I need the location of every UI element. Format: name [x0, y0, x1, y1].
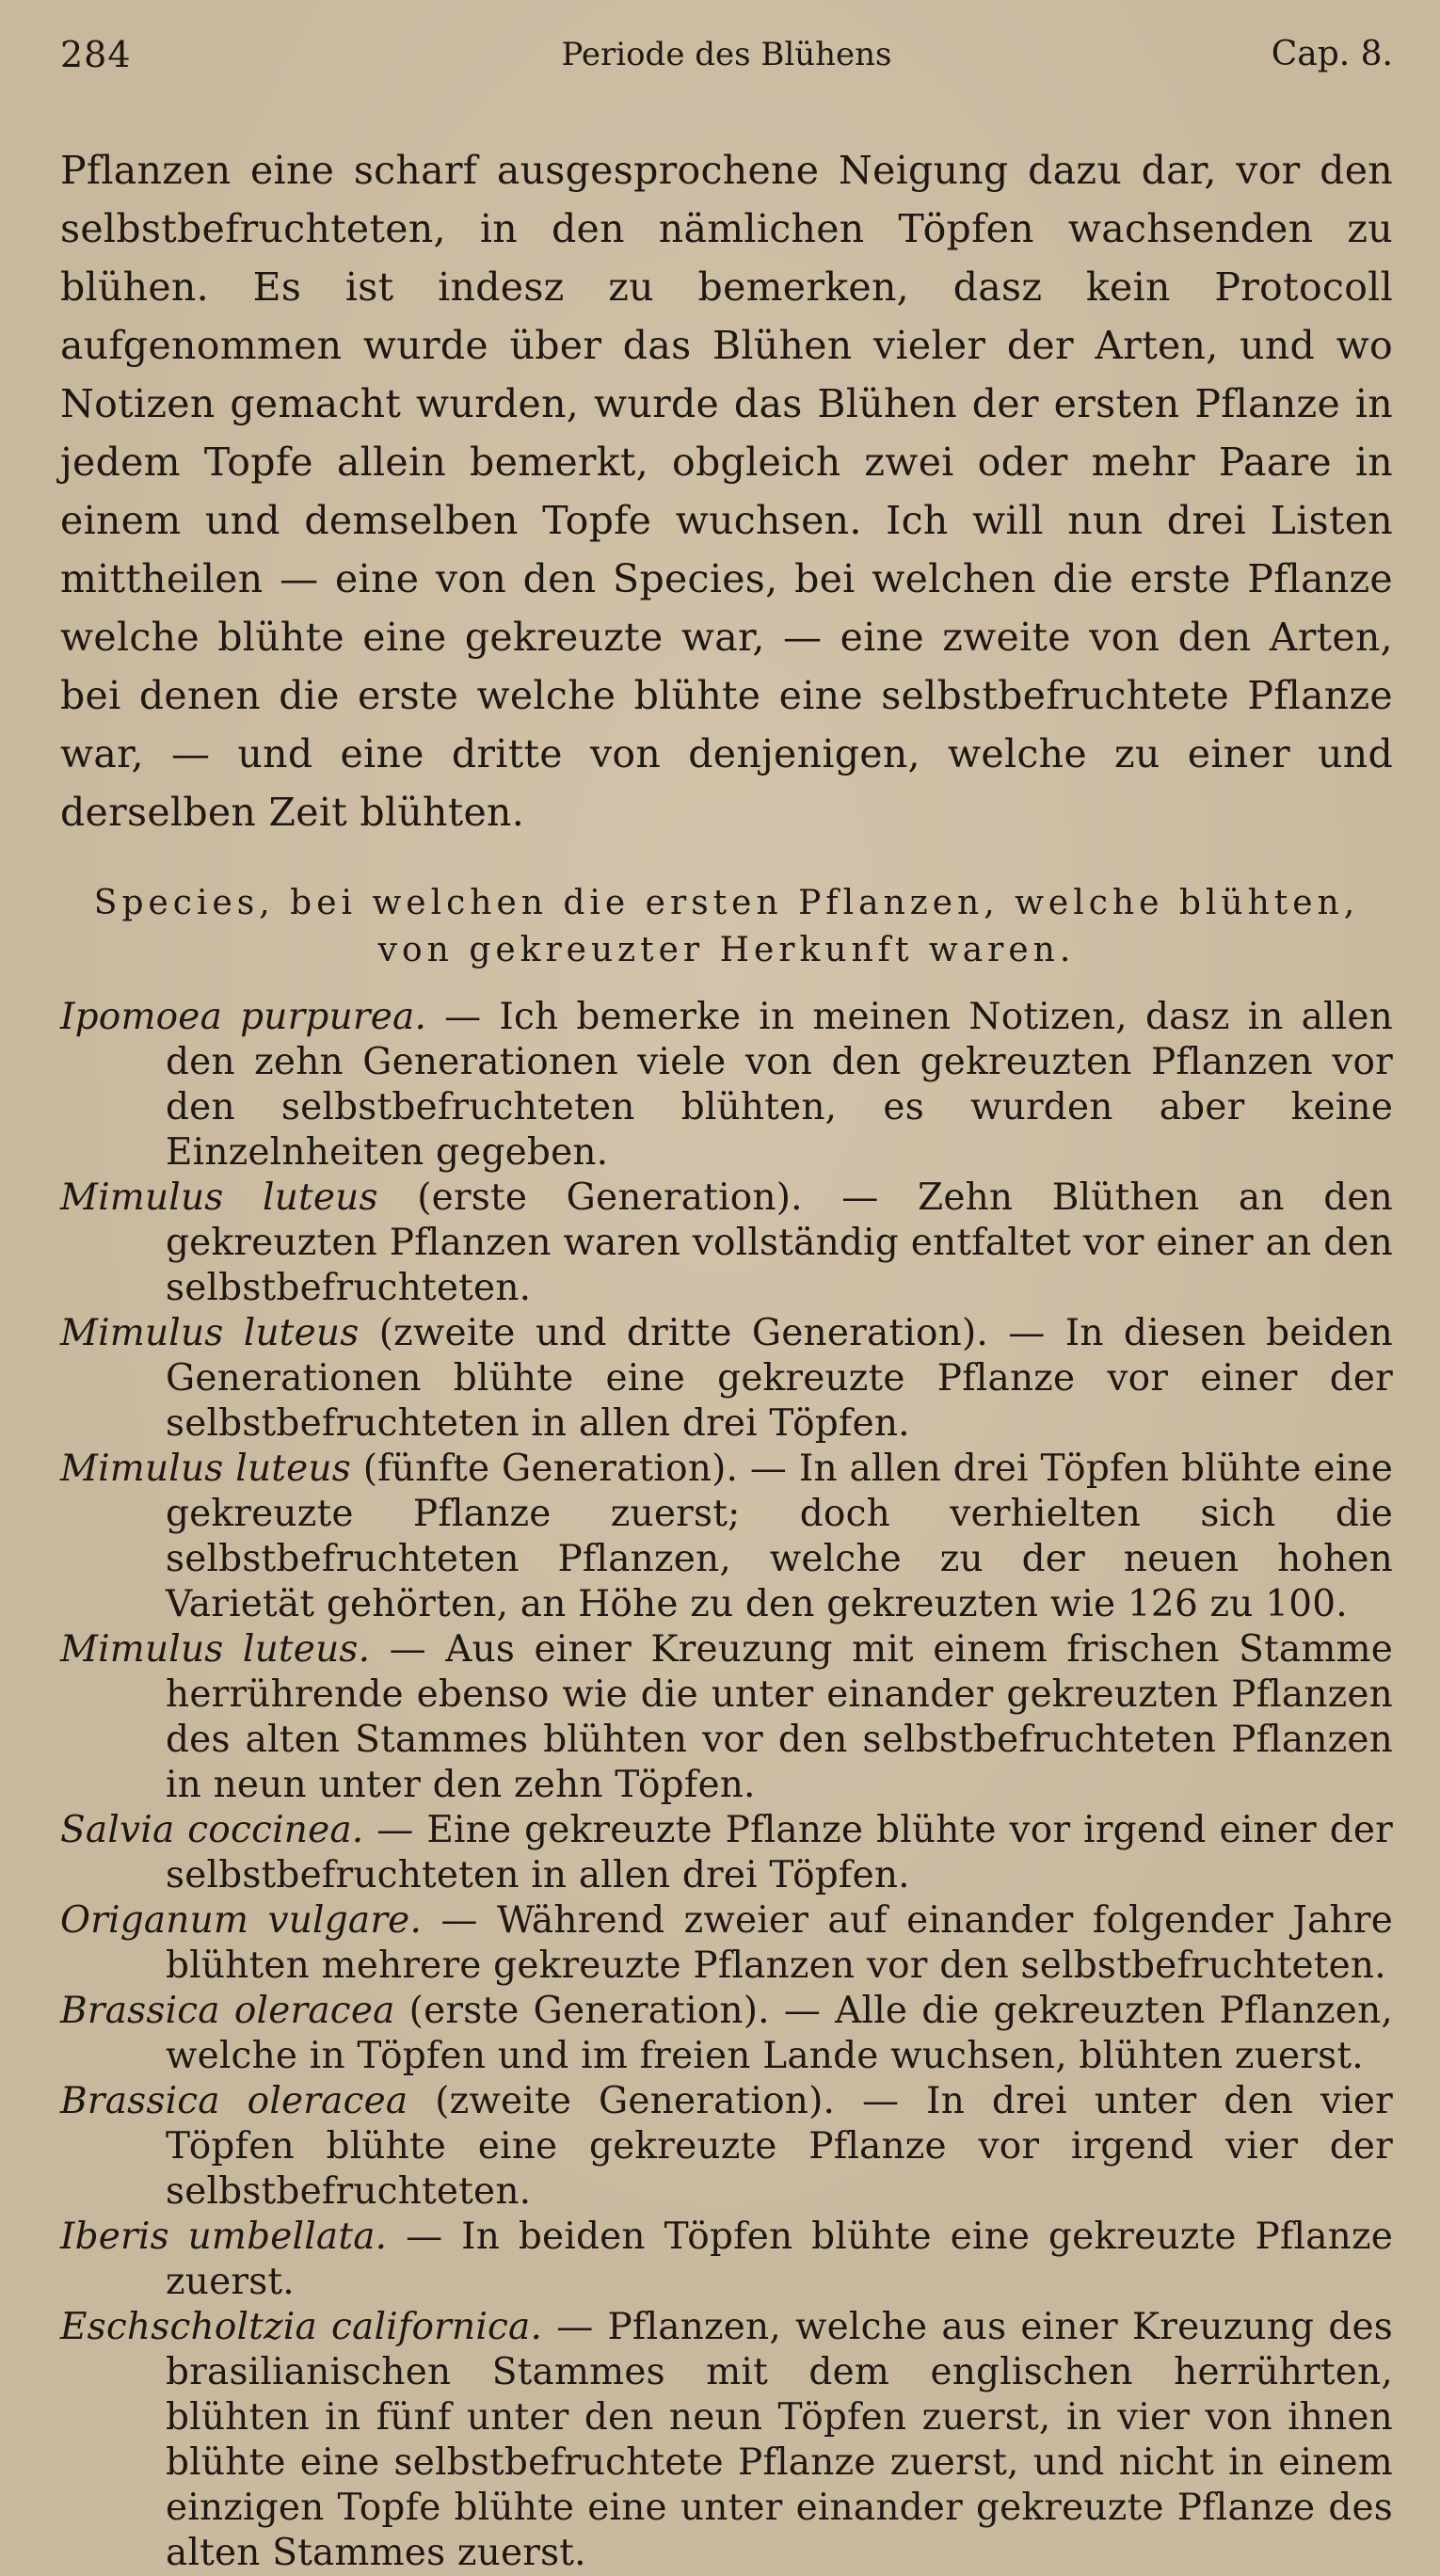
species-entry: [60, 1898, 1393, 1989]
species-entry-text: — Während zweier auf einander folgender Jahre blühten mehrere gekreuzte Pflanzen vor den selbstbefruchteten.: [166, 1899, 1394, 1987]
species-name: Brassica oleracea: [60, 2080, 408, 2122]
species-entry: [60, 2079, 1393, 2215]
species-entry: [60, 2215, 1393, 2305]
species-entry: [60, 1627, 1393, 1808]
species-name: Brassica oleracea: [60, 1990, 395, 2032]
species-entry-text: — Ich bemerke in meinen Notizen, dasz in allen den zehn Generationen viele von den gekreuzten Pflanzen vor den selbstbefruchteten blühten, es wurden aber keine Einzelnheiten gegeben.: [166, 996, 1393, 1174]
species-entry: [60, 1311, 1393, 1447]
species-name: Iberis umbellata.: [60, 2216, 388, 2258]
species-name: Mimulus luteus: [60, 1176, 378, 1219]
species-entry: [60, 1989, 1393, 2079]
species-entry: [60, 995, 1393, 1176]
species-entry-text: (erste Generation). — Zehn Blüthen an den gekreuzten Pflanzen waren vollständig entfaltet vor einer an den selbstbefruchteten.: [166, 1176, 1393, 1309]
species-entry: [60, 1176, 1393, 1311]
species-name: Mimulus luteus.: [60, 1628, 371, 1671]
species-name: Mimulus luteus: [60, 1312, 360, 1354]
species-name: Origanum vulgare.: [60, 1899, 423, 1942]
species-name: Ipomoea purpurea.: [60, 996, 427, 1038]
section-heading-line-1: Species, bei welchen die ersten Pflanzen, welche blühten,: [93, 884, 1360, 922]
species-entry-text: — Pflanzen, welche aus einer Kreuzung des brasilianischen Stammes mit dem englischen herrührten, blühten in fünf unter den neun Töpfen zuerst, in vier von ihnen blühte eine selbstbefruchtete Pflanze zuerst, und nicht in einem einzigen Topfe blühte eine unter einander gekreuzte Pflanze des alten Stammes zuerst.: [166, 2306, 1393, 2574]
chapter-label: Cap. 8.: [1271, 35, 1393, 73]
page-number: 284: [60, 34, 132, 75]
section-heading-line-2: von gekreuzter Herkunft waren.: [377, 931, 1076, 969]
species-entry: [60, 2305, 1393, 2576]
species-entry-text: (zweite und dritte Generation). — In diesen beiden Generationen blühte eine gekreuzte Pflanze vor einer der selbstbefruchteten in allen drei Töpfen.: [166, 1312, 1393, 1445]
species-entry-list: [60, 995, 1393, 2576]
running-title: Periode des Blühens: [561, 36, 892, 73]
species-entry: [60, 1447, 1393, 1627]
section-heading: [60, 880, 1393, 974]
intro-paragraph: Pflanzen eine scharf ausgesprochene Neigung dazu dar, vor den selbstbefruchteten, in den nämlichen Töpfen wachsenden zu blühen. Es ist indesz zu bemerken, dasz kein Protocoll aufgenommen wurde über das Blühen vieler der Arten, und wo Notizen gemacht wurden, wurde das Blühen der ersten Pflanze in jedem Topfe allein bemerkt, obgleich zwei oder mehr Paare in einem und demselben Topfe wuchsen. Ich will nun drei Listen mittheilen — eine von den Species, bei welchen die erste Pflanze welche blühte eine gekreuzte war, — eine zweite von den Arten, bei denen die erste welche blühte eine selbstbefruchtete Pflanze war, — und eine dritte von denjenigen, welche zu einer und derselben Zeit blühten.: [60, 148, 1393, 835]
running-head: [60, 28, 1393, 81]
species-entry: [60, 1808, 1393, 1898]
species-entry-text: — In beiden Töpfen blühte eine gekreuzte Pflanze zuerst.: [166, 2216, 1393, 2303]
species-name: Mimulus luteus: [60, 1448, 351, 1490]
species-entry-text: (fünfte Generation). — In allen drei Töpfen blühte eine gekreuzte Pflanze zuerst; doch verhielten sich die selbstbefruchteten Pflanzen, welche zu der neuen hohen Varietät gehörten, an Höhe zu den gekreuzten wie 126 zu 100.: [166, 1448, 1393, 1625]
species-entry-text: — Eine gekreuzte Pflanze blühte vor irgend einer der selbstbefruchteten in allen drei Töpfen.: [166, 1809, 1394, 1896]
species-entry-text: (erste Generation). — Alle die gekreuzten Pflanzen, welche in Töpfen und im freien Lande wuchsen, blühten zuerst.: [166, 1990, 1393, 2077]
species-name: Salvia coccinea.: [60, 1809, 364, 1851]
species-name: Eschscholtzia californica.: [60, 2306, 543, 2348]
species-entry-text: — Aus einer Kreuzung mit einem frischen Stamme herrührende ebenso wie die unter einander gekreuzten Pflanzen des alten Stammes blühten vor den selbstbefruchteten Pflanzen in neun unter den zehn Töpfen.: [166, 1628, 1393, 1806]
species-entry-text: (zweite Generation). — In drei unter den vier Töpfen blühte eine gekreuzte Pflanze vor irgend vier der selbstbefruchteten.: [166, 2080, 1393, 2213]
